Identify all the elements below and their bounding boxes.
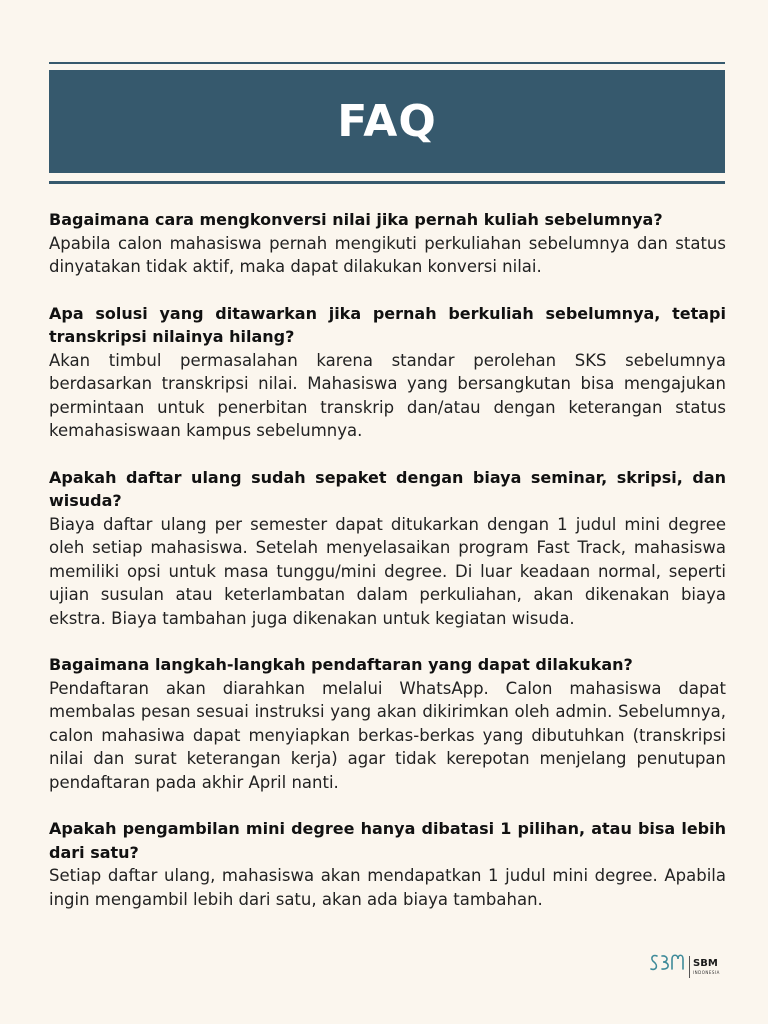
faq-question: Bagaimana langkah-langkah pendaftaran yang dapat dilakukan? [49, 655, 633, 674]
logo-brand: SBM [693, 958, 718, 969]
faq-question: Apakah daftar ulang sudah sepaket dengan biaya seminar, skripsi, dan wisuda? [49, 467, 726, 510]
faq-item [49, 208, 726, 279]
faq-answer: Biaya daftar ulang per semester dapat ditukarkan dengan 1 judul mini degree oleh setiap mahasiswa. Setelah menyelasaikan program Fast Track, mahasiswa memiliki opsi untuk masa tunggu/mini degree. Di luar keadaan normal, seperti ujian susulan atau keterlambatan dalam perkuliahan, akan dikenakan biaya ekstra. Biaya tambahan juga dikenakan untuk kegiatan wisuda. [49, 514, 726, 628]
bottom-divider [49, 181, 725, 184]
faq-answer: Akan timbul permasalahan karena standar perolehan SKS sebelumnya berdasarkan transkripsi nilai. Mahasiswa yang bersangkutan bisa mengajukan permintaan untuk penerbitan transkrip dan/atau dengan keterangan status kemahasiswaan kampus sebelumnya. [49, 350, 726, 440]
faq-question: Apakah pengambilan mini degree hanya dibatasi 1 pilihan, atau bisa lebih dari satu? [49, 819, 726, 862]
faq-answer: Apabila calon mahasiswa pernah mengikuti perkuliahan sebelumnya dan status dinyatakan tidak aktif, maka dapat dilakukan konversi nilai. [49, 233, 726, 276]
logo-subtitle: INDONESIA [693, 970, 720, 975]
faq-item [49, 302, 726, 443]
faq-answer: Pendaftaran akan diarahkan melalui WhatsApp. Calon mahasiswa dapat membalas pesan sesuai instruksi yang akan dikirimkan oleh admin. Sebelumnya, calon mahasiwa dapat menyiapkan berkas-berkas yang dibutuhkan (transkripsi nilai dan surat keterangan kerja) agar tidak kerepotan menjelang penutupan pendaftaran pada akhir April nanti. [49, 678, 726, 792]
faq-banner [49, 70, 725, 173]
faq-question: Bagaimana cara mengkonversi nilai jika pernah kuliah sebelumnya? [49, 210, 663, 229]
faq-question: Apa solusi yang ditawarkan jika pernah berkuliah sebelumnya, tetapi transkripsi nilainya hilang? [49, 303, 726, 346]
logo-divider [689, 956, 690, 978]
faq-item [49, 817, 726, 911]
faq-item [49, 466, 726, 631]
sbm-logo [648, 953, 726, 981]
page-title: FAQ [337, 96, 437, 147]
faq-list [49, 208, 726, 934]
sbm-mark-icon [648, 951, 684, 975]
top-divider [49, 62, 725, 64]
logo-text [693, 959, 720, 975]
faq-answer: Setiap daftar ulang, mahasiswa akan mendapatkan 1 judul mini degree. Apabila ingin mengambil lebih dari satu, akan ada biaya tambahan. [49, 866, 726, 909]
logo-mark-icon [648, 951, 684, 983]
faq-item [49, 653, 726, 794]
